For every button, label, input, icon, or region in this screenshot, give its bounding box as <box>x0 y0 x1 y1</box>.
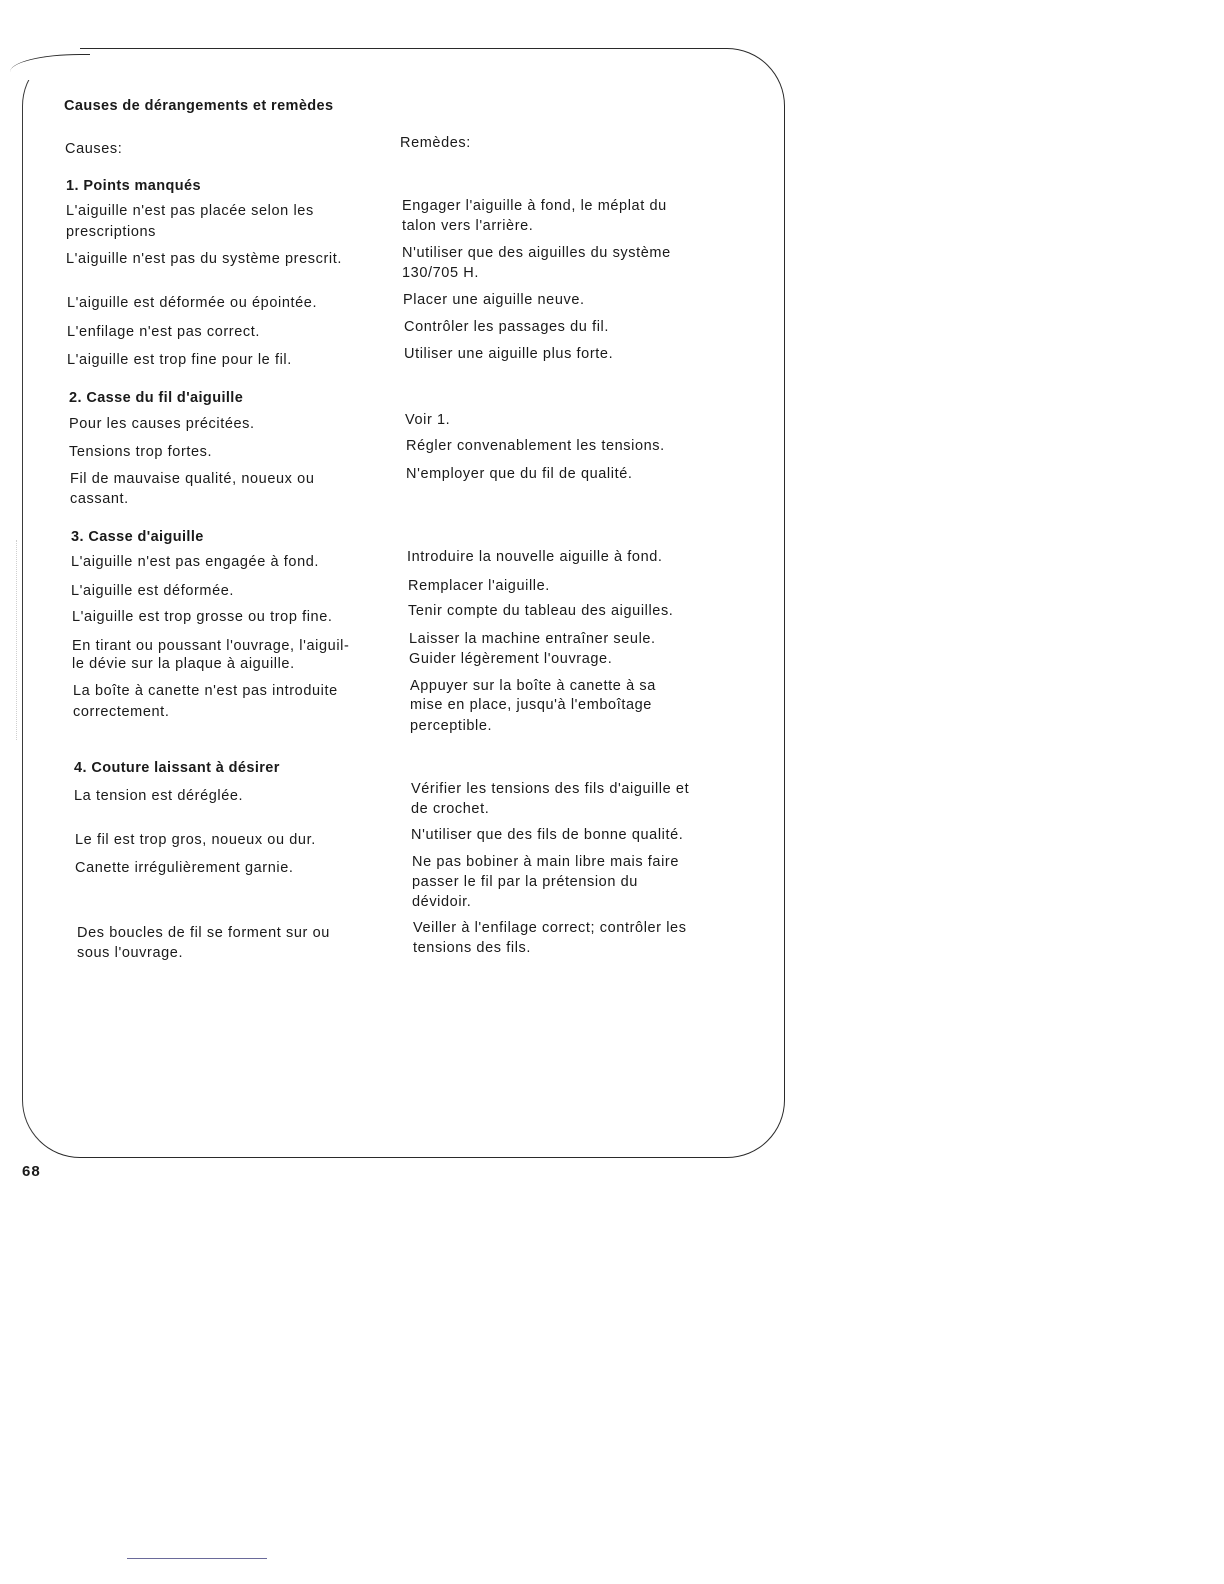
remede-text: Introduire la nouvelle aiguille à fond. <box>407 549 663 565</box>
remede-text: passer le fil par la prétension du <box>412 874 638 890</box>
cause-text: L'aiguille est trop grosse ou trop fine. <box>72 609 333 625</box>
cause-text: prescriptions <box>66 224 156 240</box>
remede-text: Tenir compte du tableau des aiguilles. <box>408 603 674 619</box>
cause-text: Le fil est trop gros, noueux ou dur. <box>75 832 316 848</box>
cause-text: Pour les causes précitées. <box>69 416 255 432</box>
cause-text: L'enfilage n'est pas correct. <box>67 324 261 340</box>
remede-text: dévidoir. <box>412 894 472 910</box>
remede-text: Remplacer l'aiguille. <box>408 578 550 594</box>
cause-text: Tensions trop fortes. <box>69 444 213 460</box>
cause-text: L'aiguille est déformée. <box>71 583 235 599</box>
cause-text: Fil de mauvaise qualité, noueux ou <box>70 471 315 487</box>
remede-text: N'utiliser que des fils de bonne qualité. <box>411 827 684 843</box>
remede-text: Régler convenablement les tensions. <box>406 438 665 454</box>
remede-text: Appuyer sur la boîte à canette à sa <box>410 678 656 694</box>
remede-text: Vérifier les tensions des fils d'aiguille et <box>411 781 690 797</box>
remede-text: 130/705 H. <box>402 265 479 281</box>
page-number: 68 <box>22 1163 41 1180</box>
remede-text: Laisser la machine entraîner seule. <box>409 631 656 647</box>
cause-text: L'aiguille n'est pas engagée à fond. <box>71 554 320 570</box>
remede-text: Contrôler les passages du fil. <box>404 319 609 335</box>
remede-text: Guider légèrement l'ouvrage. <box>409 651 613 667</box>
remede-text: talon vers l'arrière. <box>402 218 534 234</box>
section-heading: 4. Couture laissant à désirer <box>74 760 280 776</box>
footnote-rule <box>127 1558 267 1559</box>
section-heading: 1. Points manqués <box>66 178 201 194</box>
causes-header: Causes: <box>65 141 123 157</box>
remede-text: Ne pas bobiner à main libre mais faire <box>412 854 679 870</box>
remede-text: de crochet. <box>411 801 490 817</box>
remede-text: Utiliser une aiguille plus forte. <box>404 346 614 362</box>
section-heading: 2. Casse du fil d'aiguille <box>69 390 244 406</box>
cause-text: Canette irrégulièrement garnie. <box>75 860 294 876</box>
page-title: Causes de dérangements et remèdes <box>64 98 334 114</box>
cause-text: sous l'ouvrage. <box>77 945 184 961</box>
cause-text: L'aiguille est trop fine pour le fil. <box>67 352 292 368</box>
remede-text: tensions des fils. <box>413 940 531 956</box>
cause-text: La boîte à canette n'est pas introduite <box>73 683 338 699</box>
remede-text: Engager l'aiguille à fond, le méplat du <box>402 198 667 214</box>
remede-text: Placer une aiguille neuve. <box>403 292 585 308</box>
remede-text: perceptible. <box>410 718 493 734</box>
remede-text: N'utiliser que des aiguilles du système <box>402 245 671 261</box>
scan-edge-mark <box>16 540 17 740</box>
cause-text: cassant. <box>70 491 129 507</box>
cause-text: En tirant ou poussant l'ouvrage, l'aiguil- <box>72 638 350 654</box>
cause-text: L'aiguille est déformée ou épointée. <box>67 295 318 311</box>
remede-text: N'employer que du fil de qualité. <box>406 466 633 482</box>
remedes-header: Remèdes: <box>400 135 471 151</box>
cause-text: Des boucles de fil se forment sur ou <box>77 925 330 941</box>
remede-text: Voir 1. <box>405 412 451 428</box>
cause-text: correctement. <box>73 704 170 720</box>
cause-text: L'aiguille n'est pas placée selon les <box>66 203 314 219</box>
remede-text: Veiller à l'enfilage correct; contrôler les <box>413 920 687 936</box>
section-heading: 3. Casse d'aiguille <box>71 529 204 545</box>
cause-text: L'aiguille n'est pas du système prescrit. <box>66 251 342 267</box>
cause-text: La tension est déréglée. <box>74 788 244 804</box>
remede-text: mise en place, jusqu'à l'emboîtage <box>410 697 652 713</box>
cause-text: le dévie sur la plaque à aiguille. <box>72 656 295 672</box>
